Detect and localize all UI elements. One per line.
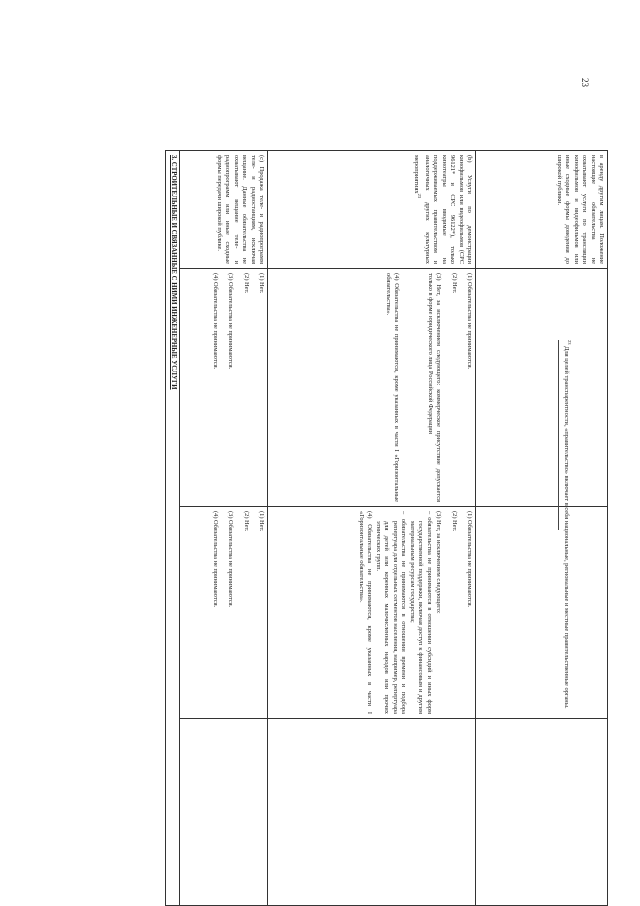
market-access-cell <box>268 269 476 507</box>
page-number: 23 <box>580 78 590 87</box>
footnote-number: 23 <box>567 340 572 345</box>
market-access-mode-3: (3) Нет, за исключением следующего: коммерческое присутствие допускается только в форме юридического лица Российской Федерации <box>426 273 443 502</box>
market-access-mode-4: (4) Обязательства не принимаются. <box>211 273 219 370</box>
national-treatment-mode-4: (4) Обязательства не принимаются. <box>211 511 219 608</box>
market-access-mode-2: (2) Нет. <box>450 273 458 294</box>
market-access-cell <box>180 269 268 507</box>
section-heading: 3. СТРОИТЕЛЬНЫЕ И СВЯЗАННЫЕ С НИМИ ИНЖЕНЕРНЫЕ УСЛУГИ <box>166 151 180 906</box>
footnote-divider <box>558 340 559 530</box>
national-treatment-mode-1: (1) Обязательства не принимаются. <box>466 511 473 608</box>
national-treatment-exception-2: – обязательства не принимаются в отношении времени и подбора репертуара для отдельных сегментов населения, например, репертуара для детей или коренных малочисленных народов или прочих этнических групп. <box>374 511 408 714</box>
commitments-table-rotated <box>170 150 608 905</box>
national-treatment-cell <box>268 507 476 719</box>
service-text: (b) Услуги по демонстрации кинофильмов или видеофильмов (CPC 96121* и CPC 96122*), только кинотеатры вводимые на поддерживаемых правительством и аналогичных других культурных мероприятиях <box>413 155 473 264</box>
service-text: (c) Продажа теле- и радиопрограмм теле- и радиостанциям, исключая вещание. Данные обязательства не охватывают вещание теле- и радиопрограмм или иные сходные формы передачи широкой публике. <box>215 155 265 264</box>
market-access-mode-4: (4) Обязательства не принимаются, кроме указанных в части I «Горизонтальные обязательства». <box>384 273 401 502</box>
commitments-table <box>165 150 608 906</box>
market-access-mode-2: (2) Нет. <box>242 273 250 294</box>
national-treatment-exception-1: – обязательства не принимаются в отношении субсидий и иных форм государственной поддержки, включая доступ к финансовым и другим материальным ресурсам государства; <box>408 511 433 714</box>
market-access-cell <box>476 269 608 507</box>
service-cell <box>476 151 608 269</box>
additional-commitments-cell <box>476 719 608 906</box>
table-row <box>476 151 608 906</box>
footnote <box>563 340 572 820</box>
national-treatment-mode-3: (3) Обязательства не принимаются. <box>227 511 235 608</box>
national-treatment-mode-2: (2) Нет. <box>242 511 250 532</box>
national-treatment-mode-2: (2) Нет. <box>450 511 458 532</box>
national-treatment-cell <box>476 507 608 719</box>
market-access-mode-1: (1) Нет. <box>258 273 265 294</box>
section-heading-row <box>166 151 180 906</box>
national-treatment-cell <box>180 507 268 719</box>
additional-commitments-cell <box>268 719 476 906</box>
market-access-mode-3: (3) Обязательства не принимаются. <box>227 273 235 370</box>
national-treatment-mode-3: (3) Нет, за исключением следующего: <box>435 511 443 614</box>
service-text: в аренду другим лицам. Положение настоящие обязательства не охватывают услуги по трансляции кинофильмов и видеофильмов или иные сходные формы доведения до широкой публики. <box>555 155 605 264</box>
table-row <box>268 151 476 906</box>
table-row <box>180 151 268 906</box>
market-access-mode-1: (1) Обязательства не принимаются. <box>466 273 473 370</box>
service-cell <box>180 151 268 269</box>
footnote-ref: 23 <box>417 193 423 199</box>
footnote-text: Для целей транспарентности, «правительство» включает в себя национальные, региональные и местные правительственные органы. <box>562 346 570 709</box>
additional-commitments-cell <box>180 719 268 906</box>
national-treatment-mode-1: (1) Нет. <box>258 511 265 532</box>
service-cell <box>268 151 476 269</box>
national-treatment-mode-4: (4) Обязательства не принимаются, кроме указанных в части I «Горизонтальные обязательства». <box>358 511 374 714</box>
